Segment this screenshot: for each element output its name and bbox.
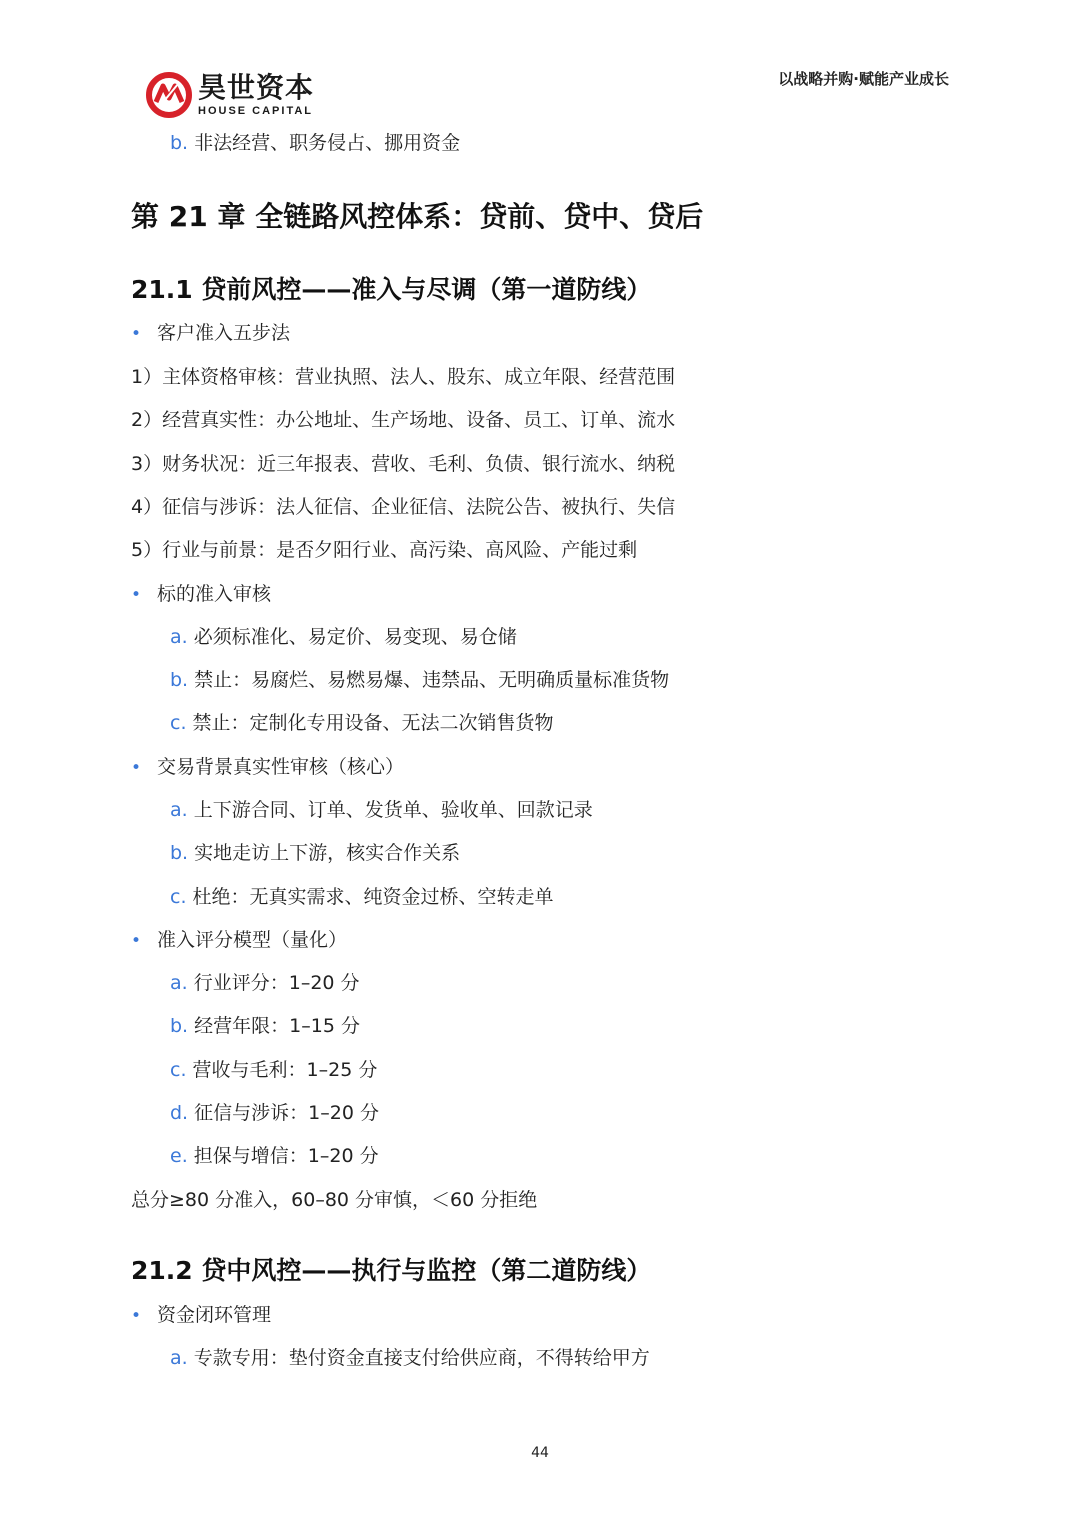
list-item-text: 经营年限：1–15 分: [194, 1015, 360, 1037]
list-item-text: 征信与涉诉：1–20 分: [194, 1102, 379, 1124]
bullet-icon: •: [131, 324, 142, 344]
list-item: [170, 1104, 379, 1123]
list-item: [170, 1147, 379, 1166]
list-item-text: 上下游合同、订单、发货单、验收单、回款记录: [193, 799, 593, 821]
bullet-item-text: 资金闭环管理: [157, 1304, 272, 1326]
bullet-icon: •: [131, 1306, 142, 1326]
score-summary: 总分≥80 分准入，60–80 分审慎，＜60 分拒绝: [131, 1189, 538, 1211]
step-item: 3）财务状况：近三年报表、营收、毛利、负债、银行流水、纳税: [131, 453, 676, 475]
list-item-text: 实地走访上下游，核实合作关系: [194, 842, 461, 864]
section-title-21-1: 21.1 贷前风控——准入与尽调（第一道防线）: [131, 275, 652, 304]
list-item-text: 杜绝：无真实需求、纯资金过桥、空转走单: [192, 886, 554, 908]
list-item: [170, 714, 554, 733]
list-item: [170, 671, 669, 690]
logo-chinese-name: 昊世资本: [198, 70, 315, 104]
list-item-text: 营收与毛利：1–25 分: [192, 1059, 378, 1081]
house-capital-logo-icon: [146, 72, 192, 118]
step-item: 2）经营真实性：办公地址、生产场地、设备、员工、订单、流水: [131, 409, 676, 431]
list-item: [170, 888, 554, 907]
list-item: [170, 1017, 360, 1036]
bullet-icon: •: [131, 585, 142, 605]
list-item-text: 行业评分：1–20 分: [193, 972, 360, 994]
header-tagline: 以战略并购·赋能产业成长: [778, 70, 949, 88]
list-marker: b.: [170, 842, 189, 864]
list-marker: e.: [170, 1145, 188, 1167]
list-item-text: 必须标准化、易定价、易变现、易仓储: [193, 626, 517, 648]
list-marker: a.: [170, 1347, 188, 1369]
list-item: [170, 1349, 650, 1368]
bullet-icon: •: [131, 758, 142, 778]
step-item: 5）行业与前景：是否夕阳行业、高污染、高风险、产能过剩: [131, 539, 638, 561]
bullet-item-text: 客户准入五步法: [157, 322, 291, 344]
list-item-text: 禁止：定制化专用设备、无法二次销售货物: [192, 712, 554, 734]
bullet-item-text: 标的准入审核: [157, 583, 272, 605]
list-item: [170, 844, 460, 863]
list-item: [170, 134, 460, 153]
list-marker: b.: [170, 132, 189, 154]
list-marker: a.: [170, 972, 188, 994]
step-item: 1）主体资格审核：营业执照、法人、股东、成立年限、经营范围: [131, 366, 676, 388]
list-marker: c.: [170, 712, 187, 734]
list-marker: d.: [170, 1102, 189, 1124]
list-item: [170, 801, 593, 820]
list-item: [170, 628, 517, 647]
step-item: 4）征信与涉诉：法人征信、企业征信、法院公告、被执行、失信: [131, 496, 676, 518]
list-item: [170, 974, 360, 993]
page-number: 44: [531, 1445, 549, 1461]
list-item-text: 禁止：易腐烂、易燃易爆、违禁品、无明确质量标准货物: [194, 669, 670, 691]
company-logo: [146, 72, 314, 118]
list-item: [170, 1061, 377, 1080]
bullet-item-text: 准入评分模型（量化）: [157, 929, 348, 951]
section-title-21-2: 21.2 贷中风控——执行与监控（第二道防线）: [131, 1256, 652, 1285]
logo-english-name: HOUSE CAPITAL: [198, 104, 314, 117]
bullet-item-text: 交易背景真实性审核（核心）: [157, 756, 405, 778]
list-marker: a.: [170, 626, 188, 648]
list-marker: a.: [170, 799, 188, 821]
chapter-title: 第 21 章 全链路风控体系：贷前、贷中、贷后: [131, 200, 704, 233]
list-item-text: 专款专用：垫付资金直接支付给供应商，不得转给甲方: [193, 1347, 650, 1369]
bullet-icon: •: [131, 931, 142, 951]
list-item-text: 担保与增信：1–20 分: [193, 1145, 379, 1167]
list-item-text: 非法经营、职务侵占、挪用资金: [194, 132, 461, 154]
list-marker: b.: [170, 669, 189, 691]
list-marker: c.: [170, 1059, 187, 1081]
list-marker: b.: [170, 1015, 189, 1037]
list-marker: c.: [170, 886, 187, 908]
